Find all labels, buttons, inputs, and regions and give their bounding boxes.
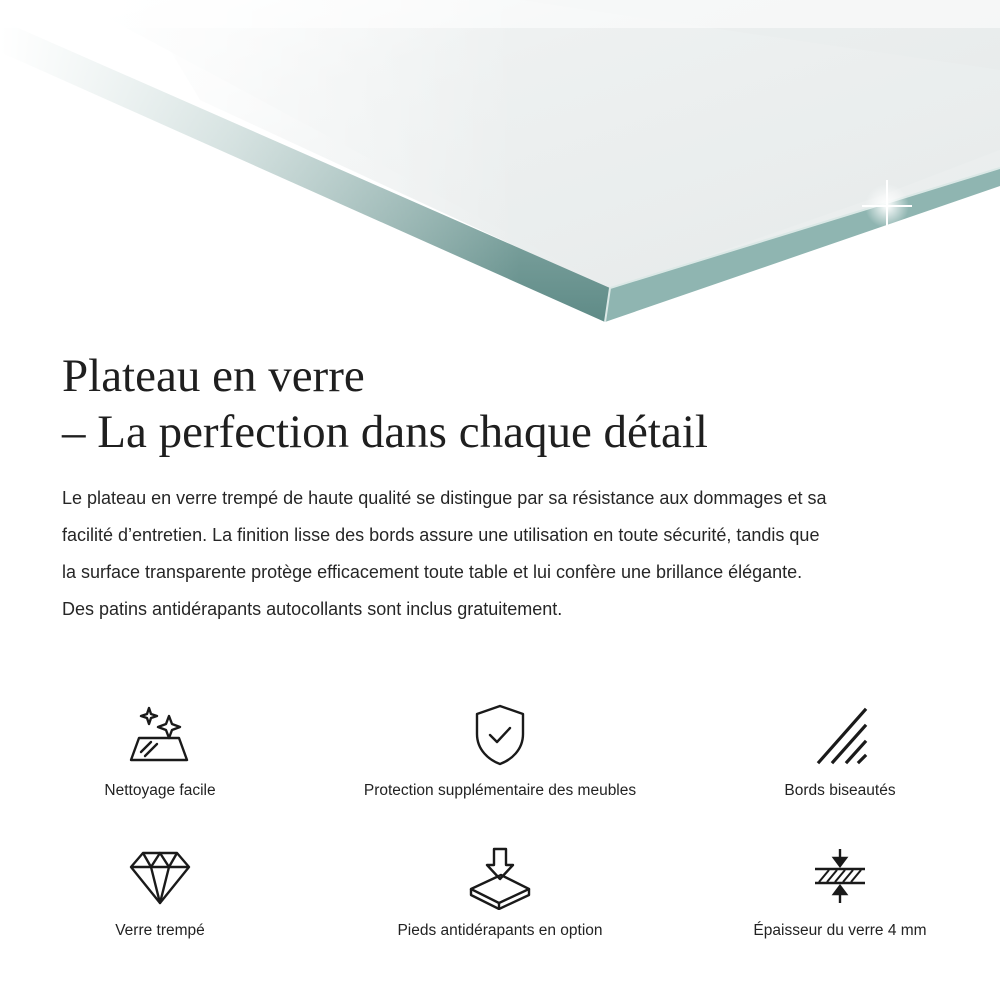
feature-glass-thickness (690, 845, 990, 941)
feature-beveled-edges (690, 700, 990, 801)
product-description (62, 480, 962, 628)
feature-label: Nettoyage facile (104, 782, 216, 799)
title-line-2: – La perfection dans chaque détail (62, 406, 708, 458)
description-line-3: la surface transparente protège efficacement toute table et lui confère une brillance élégante. (62, 562, 803, 582)
diamond-icon (125, 845, 195, 910)
anti-slip-pad-icon (465, 845, 535, 910)
feature-tempered-glass (10, 845, 310, 941)
description-line-1: Le plateau en verre trempé de haute qualité se distingue par sa résistance aux dommages et sa (62, 488, 827, 508)
feature-anti-slip-feet (350, 845, 650, 941)
glass-plate-image (0, 0, 1000, 340)
page-title (62, 348, 962, 460)
feature-label: Protection supplémentaire des meubles (363, 782, 637, 799)
beveled-edge-icon (805, 700, 875, 770)
feature-easy-cleaning (10, 700, 310, 801)
description-line-4: Des patins antidérapants autocollants sont inclus gratuitement. (62, 599, 563, 619)
title-line-1: Plateau en verre (62, 350, 365, 402)
feature-label: Épaisseur du verre 4 mm (753, 922, 927, 939)
feature-protection (350, 700, 650, 801)
shield-check-icon (465, 700, 535, 770)
feature-label: Bords biseautés (784, 782, 896, 799)
sparkle-surface-icon (125, 700, 195, 770)
feature-label: Pieds antidérapants en option (397, 922, 603, 939)
description-line-2: facilité d’entretien. La finition lisse des bords assure une utilisation en toute sécurité, tandis que (62, 525, 820, 545)
thickness-icon (805, 845, 875, 910)
feature-label: Verre trempé (115, 922, 205, 939)
